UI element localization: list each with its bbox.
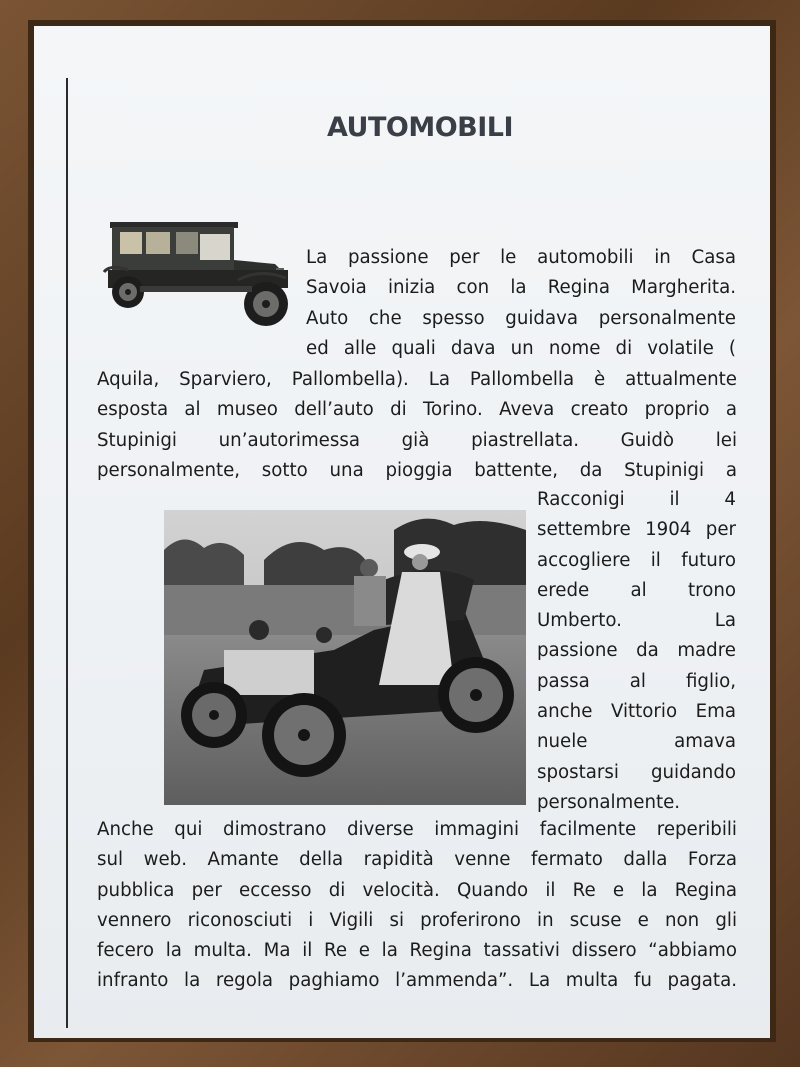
couple-in-early-car-photo: [164, 510, 526, 805]
text-line: Racconigi il 4: [537, 489, 736, 510]
page-title: AUTOMOBILI: [326, 112, 514, 143]
text-line: nuele amava: [537, 731, 736, 753]
margin-rule: [66, 78, 68, 1028]
text-line: sul web. Amante della rapidità venne fermato dalla Forza: [97, 849, 737, 871]
text-line: Stupinigi un’autorimessa già piastrellata. Guidò lei: [97, 429, 737, 451]
body-paragraph: [97, 365, 737, 486]
intro-paragraph: [306, 243, 736, 364]
text-line: vennero riconosciuti i Vigili si proferirono in scuse e non gli: [97, 909, 737, 931]
text-line: erede al trono: [537, 579, 736, 601]
text-line: Anche qui dimostrano diverse immagini facilmente reperibili: [97, 819, 737, 840]
text-line: infranto la regola paghiamo l’ammenda”. La multa fu pagata.: [97, 970, 737, 992]
text-line: Umberto. La: [537, 610, 736, 632]
text-line: spostarsi guidando: [537, 761, 736, 783]
closing-paragraph: [97, 815, 737, 997]
text-line: fecero la multa. Ma il Re e la Regina tassativi dissero “abbiamo: [97, 940, 737, 962]
vintage-limousine-photo: [100, 212, 296, 334]
text-line: Auto che spesso guidava personalmente: [306, 307, 736, 329]
text-line: passa al figlio,: [537, 670, 736, 692]
text-line: passione da madre: [537, 640, 736, 662]
text-line: Aquila, Sparviero, Pallombella). La Pallombella è attualmente: [97, 369, 737, 390]
text-line: Savoia inizia con la Regina Margherita.: [306, 277, 736, 299]
text-line: anche Vittorio Ema: [537, 701, 736, 723]
text-line: personalmente, sotto una pioggia battente, da Stupinigi a: [97, 459, 737, 481]
text-line: La passione per le automobili in Casa: [306, 247, 736, 268]
text-line: esposta al museo dell’auto di Torino. Aveva creato proprio a: [97, 399, 737, 421]
text-line: personalmente.: [537, 791, 681, 813]
side-column-text: [537, 485, 736, 818]
text-line: pubblica per eccesso di velocità. Quando il Re e la Regina: [97, 879, 737, 901]
text-line: settembre 1904 per: [537, 519, 736, 541]
text-line: ed alle quali dava un nome di volatile (: [306, 337, 736, 359]
text-line: accogliere il futuro: [537, 549, 736, 571]
